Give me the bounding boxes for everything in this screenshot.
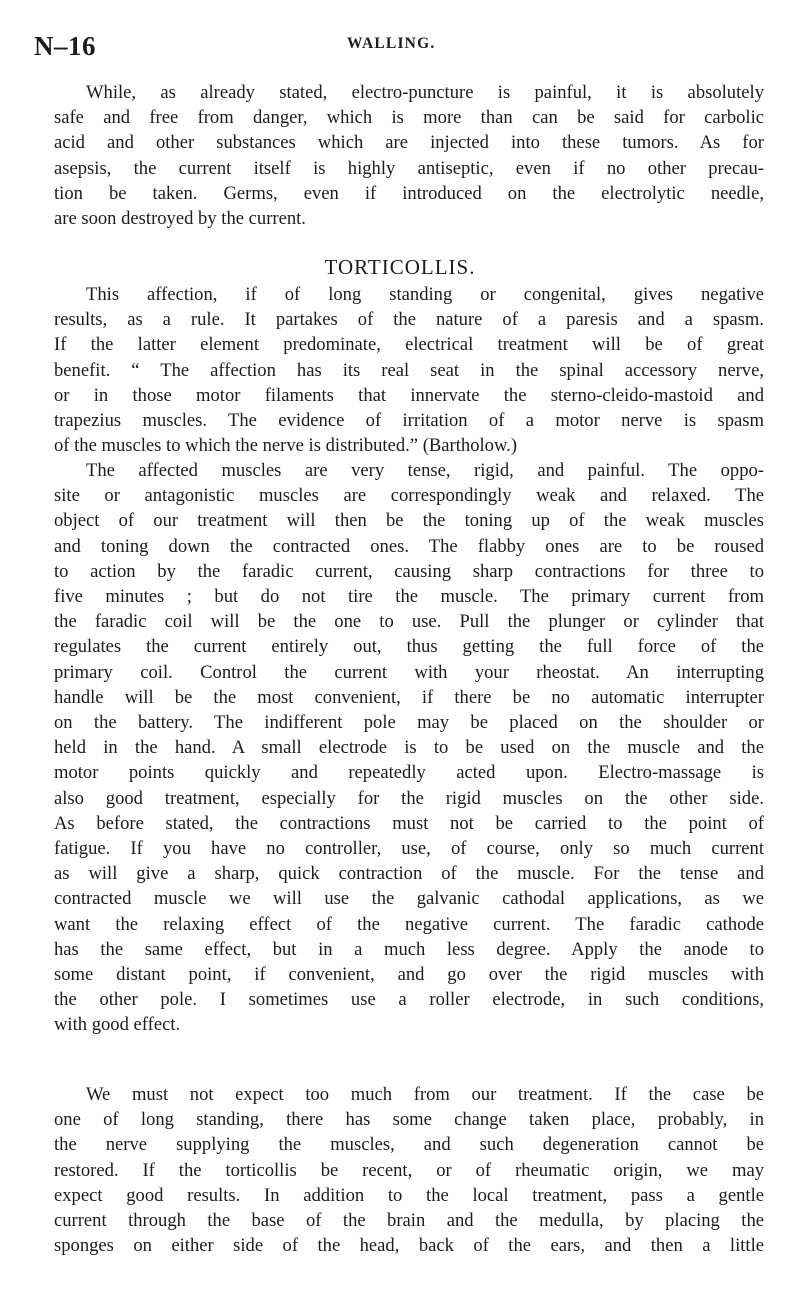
text-line: As before stated, the contractions must not be carried to the point of [54, 812, 764, 834]
text-line: site or antagonistic muscles are correspondingly weak and relaxed. The [54, 485, 764, 507]
text-line: object of our treatment will then be the toning up of the weak muscles [54, 510, 764, 532]
text-line: to action by the faradic current, causing sharp contractions for three to [54, 560, 764, 582]
text-line: sponges on either side of the head, back of the ears, and then a little [54, 1235, 764, 1257]
text-line: one of long standing, there has some change taken place, probably, in [54, 1109, 764, 1131]
paragraph-expectations [54, 1082, 764, 1258]
text-line: are soon destroyed by the current. [54, 208, 306, 230]
text-line: primary coil. Control the current with your rheostat. An interrupting [54, 661, 764, 683]
text-line: current through the base of the brain and the medulla, by placing the [54, 1210, 764, 1232]
text-line: fatigue. If you have no controller, use, of course, only so much current [54, 838, 764, 860]
text-line: handle will be the most convenient, if there be no automatic interrupter [54, 686, 764, 708]
text-line: contracted muscle we will use the galvanic cathodal applications, as we [54, 888, 764, 910]
text-line: or in those motor filaments that innervate the sterno-cleido-mastoid and [54, 384, 764, 406]
text-line: This affection, if of long standing or congenital, gives negative [86, 284, 764, 305]
page-label: N–16 [34, 31, 96, 61]
text-line: the other pole. I sometimes use a roller electrode, in such conditions, [54, 989, 764, 1011]
intro-paragraph [54, 80, 764, 231]
text-line: motor points quickly and repeatedly acted upon. Electro-massage is [54, 762, 764, 784]
text-line: held in the hand. A small electrode is to be used on the muscle and the [54, 737, 764, 759]
text-line: and toning down the contracted ones. The flabby ones are to be roused [54, 535, 764, 557]
text-line: The affected muscles are very tense, rigid, and painful. The oppo- [86, 460, 764, 481]
text-line: has the same effect, but in a much less degree. Apply the anode to [54, 938, 764, 960]
text-line: If the latter element predominate, electrical treatment will be of great [54, 334, 764, 356]
text-line: acid and other substances which are injected into these tumors. As for [54, 132, 764, 154]
text-line: results, as a rule. It partakes of the nature of a paresis and a spasm. [54, 309, 764, 331]
text-line: five minutes ; but do not tire the muscle. The primary current from [54, 586, 764, 608]
text-line: trapezius muscles. The evidence of irritation of a motor nerve is spasm [54, 410, 764, 432]
text-line: benefit. “ The affection has its real seat in the spinal accessory nerve, [54, 359, 764, 381]
text-line: as will give a sharp, quick contraction of the muscle. For the tense and [54, 863, 764, 885]
text-line: some distant point, if convenient, and go over the rigid muscles with [54, 964, 764, 986]
text-line: safe and free from danger, which is more than can be said for carbolic [54, 107, 764, 129]
paragraph-affection [54, 282, 764, 458]
text-line: We must not expect too much from our treatment. If the case be [86, 1084, 764, 1105]
text-line: tion be taken. Germs, even if introduced on the electrolytic needle, [54, 182, 764, 204]
text-line: the nerve supplying the muscles, and such degeneration cannot be [54, 1134, 764, 1156]
text-line: on the battery. The indifferent pole may be placed on the shoulder or [54, 712, 764, 734]
paragraph-treatment [54, 458, 764, 1038]
running-head: WALLING. [347, 35, 436, 52]
text-line: the faradic coil will be the one to use. Pull the plunger or cylinder that [54, 611, 764, 633]
text-line: asepsis, the current itself is highly antiseptic, even if no other precau- [54, 157, 764, 179]
text-line: also good treatment, especially for the rigid muscles on the other side. [54, 787, 764, 809]
text-line: with good effect. [54, 1014, 181, 1036]
text-line: restored. If the torticollis be recent, or of rheumatic origin, we may [54, 1159, 764, 1181]
text-line: expect good results. In addition to the local treatment, pass a gentle [54, 1184, 764, 1206]
text-line: While, as already stated, electro-puncture is painful, it is absolutely [86, 82, 764, 103]
text-line: want the relaxing effect of the negative current. The faradic cathode [54, 913, 764, 935]
text-line: of the muscles to which the nerve is distributed.” (Bartholow.) [54, 435, 518, 457]
text-line: regulates the current entirely out, thus getting the full force of the [54, 636, 764, 658]
section-heading: TORTICOLLIS. [324, 255, 476, 279]
